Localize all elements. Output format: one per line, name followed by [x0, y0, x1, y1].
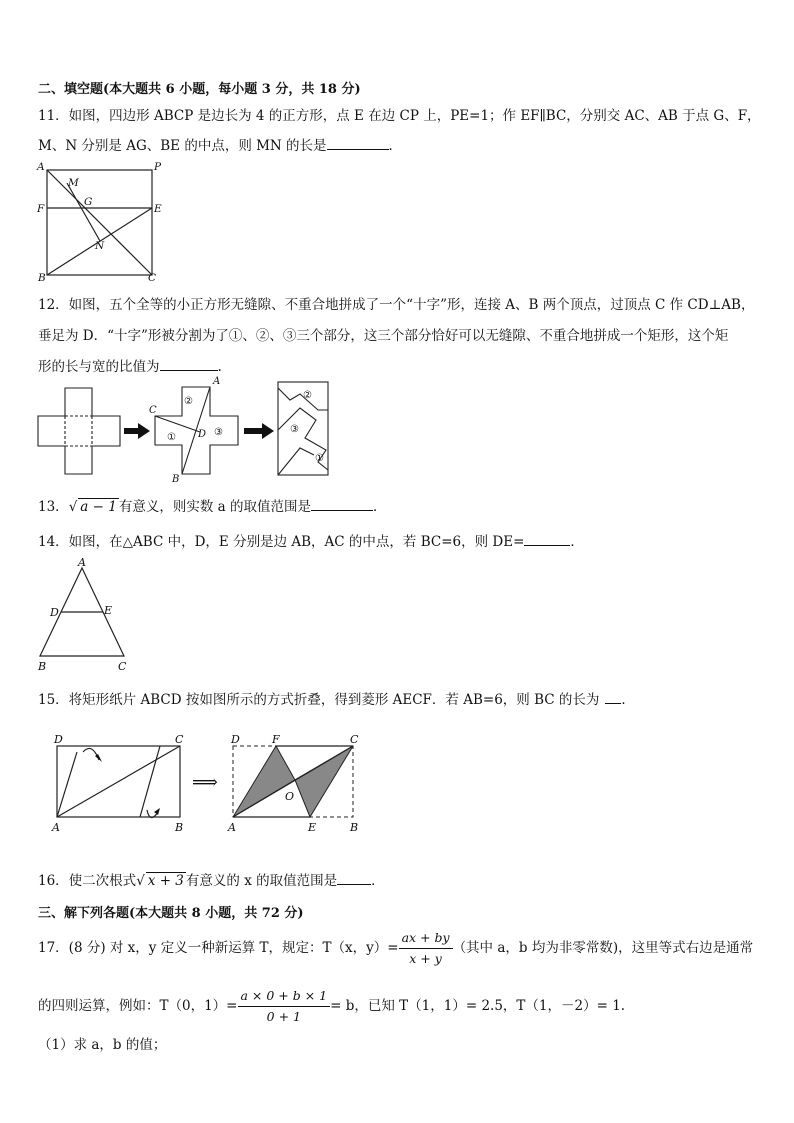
q11-label-m: M — [68, 177, 79, 189]
q12-piece-3-a: ③ — [214, 427, 223, 438]
q12-piece-3-b: ③ — [290, 424, 299, 435]
q12-line3-text: 形的长与宽的比值为 — [38, 359, 160, 375]
q16-line — [38, 869, 385, 889]
q16-end: ． — [371, 873, 385, 889]
q12-label-d: D — [198, 429, 207, 440]
q16-text: 有意义的 x 的取值范围是 — [185, 873, 338, 889]
q15-label-d1: D — [54, 733, 63, 746]
q17-definition-fraction — [399, 928, 453, 969]
q17-line2-suffix: = b，已知 T（1，1）= 2.5，T（1，－2）= 1. — [330, 998, 626, 1014]
q15-arrow: ⟹ — [192, 772, 218, 793]
q15-fold-arrow-2 — [154, 808, 160, 815]
q11-line2-end: ． — [388, 138, 403, 154]
q15-label-a2: A — [228, 821, 236, 834]
q12-label-c: C — [149, 405, 157, 416]
q15-label-e2: E — [308, 821, 317, 834]
q15-fold-arrow-1 — [95, 754, 102, 762]
q12-piece-2-a: ② — [184, 396, 193, 407]
q11-line1: 11．如图，四边形 ABCP 是边长为 4 的正方形，点 E 在边 CP 上，PE=1；作 EF∥BC，分别交 AC、AB 于点 G、F， — [38, 108, 761, 124]
q14-label-c: C — [118, 660, 127, 673]
q11-label-p: P — [154, 161, 162, 173]
q15-label-b2: B — [350, 821, 359, 834]
q17-frac-numerator: ax + by — [399, 928, 453, 949]
q15-label-f2: F — [272, 733, 280, 746]
q15-rect-folded — [233, 746, 353, 817]
q15-label-b1: B — [175, 821, 184, 834]
q11-label-e: E — [154, 203, 162, 215]
q15-label-c1: C — [175, 733, 184, 746]
q17-line2-prefix: 的四则运算，例如：T（0，1）= — [38, 998, 238, 1014]
q11-label-n: N — [95, 240, 105, 252]
q17-ex-denominator: 0 + 1 — [266, 1009, 301, 1024]
q15-end: ． — [621, 692, 635, 708]
q13-prefix: 13． — [38, 499, 69, 515]
q13-text: 有意义，则实数 a 的取值范围是 — [118, 499, 311, 515]
q17-example-fraction — [238, 986, 331, 1027]
q15-text: 15．将矩形纸片 ABCD 按如图所示的方式折叠，得到菱形 AECF．若 AB=6，则 BC 的长为 — [38, 692, 600, 708]
q15-label-a1: A — [52, 821, 60, 834]
q11-label-c: C — [148, 272, 157, 284]
q15-label-c2: C — [350, 733, 359, 746]
q16-radicand: x + 3 — [147, 873, 184, 889]
q14-end: ． — [570, 534, 584, 550]
q13-end: ． — [372, 499, 387, 515]
q14-label-b: B — [38, 660, 47, 673]
q17-line2 — [38, 986, 625, 1027]
q12-line3-end: . — [217, 359, 222, 375]
q15-label-d2: D — [231, 733, 240, 746]
q12-line1: 12．如图，五个全等的小正方形无缝隙、不重合地拼成了一个“十字”形，连接 A、B 两个顶点，过顶点 C 作 CD⊥AB， — [38, 297, 755, 313]
q11-line2-text: M、N 分别是 AG、BE 的中点，则 MN 的长是 — [38, 138, 327, 154]
q17-sub1: （1）求 a，b 的值； — [38, 1037, 167, 1053]
q14-label-a: A — [78, 556, 86, 569]
q15-label-o: O — [285, 790, 295, 803]
q17-frac-denominator: x + y — [409, 951, 442, 966]
q17-ex-numerator: a × 0 + b × 1 — [238, 986, 331, 1007]
q12-line2: 垂足为 D．“十字”形被分割为了①、②、③三个部分，这三个部分恰好可以无缝隙、不重合地拼成一个矩形，这个矩 — [38, 328, 729, 344]
q16-answer-blank — [337, 883, 371, 885]
q14-text: 14．如图，在△ABC 中，D，E 分别是边 AB，AC 的中点，若 BC=6，则 DE= — [38, 534, 525, 550]
q11-label-g: G — [84, 196, 93, 208]
q16-prefix: 16．使二次根式 — [38, 873, 137, 889]
q12-piece-2-b: ② — [303, 390, 312, 401]
q12-label-b: B — [172, 474, 180, 485]
q12-label-a: A — [213, 376, 221, 387]
q11-label-b: B — [38, 272, 46, 284]
q12-piece-1-a: ① — [167, 432, 176, 443]
q11-label-a: A — [37, 161, 45, 173]
q14-label-d: D — [50, 606, 59, 619]
q12-piece-1-b: ① — [315, 453, 324, 464]
section-3-heading: 三、解下列各题(本大题共 8 小题，共 72 分) — [38, 906, 304, 921]
q17-prefix: 17．(8 分) 对 x，y 定义一种新运算 T，规定：T（x，y）= — [38, 940, 399, 956]
q11-label-f: F — [37, 203, 45, 215]
section-2-heading: 二、填空题(本大题共 6 小题，每小题 3 分，共 18 分) — [38, 82, 361, 97]
q15-rect-original — [57, 746, 180, 818]
q17-line1 — [38, 928, 753, 969]
q14-label-e: E — [104, 604, 113, 617]
q13-radicand: a − 1 — [80, 499, 117, 515]
q17-suffix: （其中 a，b 均为非零常数)，这里等式右边是通常 — [452, 940, 754, 956]
q13-sqrt-sign: √ — [68, 499, 78, 515]
q16-sqrt-sign: √ — [136, 873, 145, 889]
